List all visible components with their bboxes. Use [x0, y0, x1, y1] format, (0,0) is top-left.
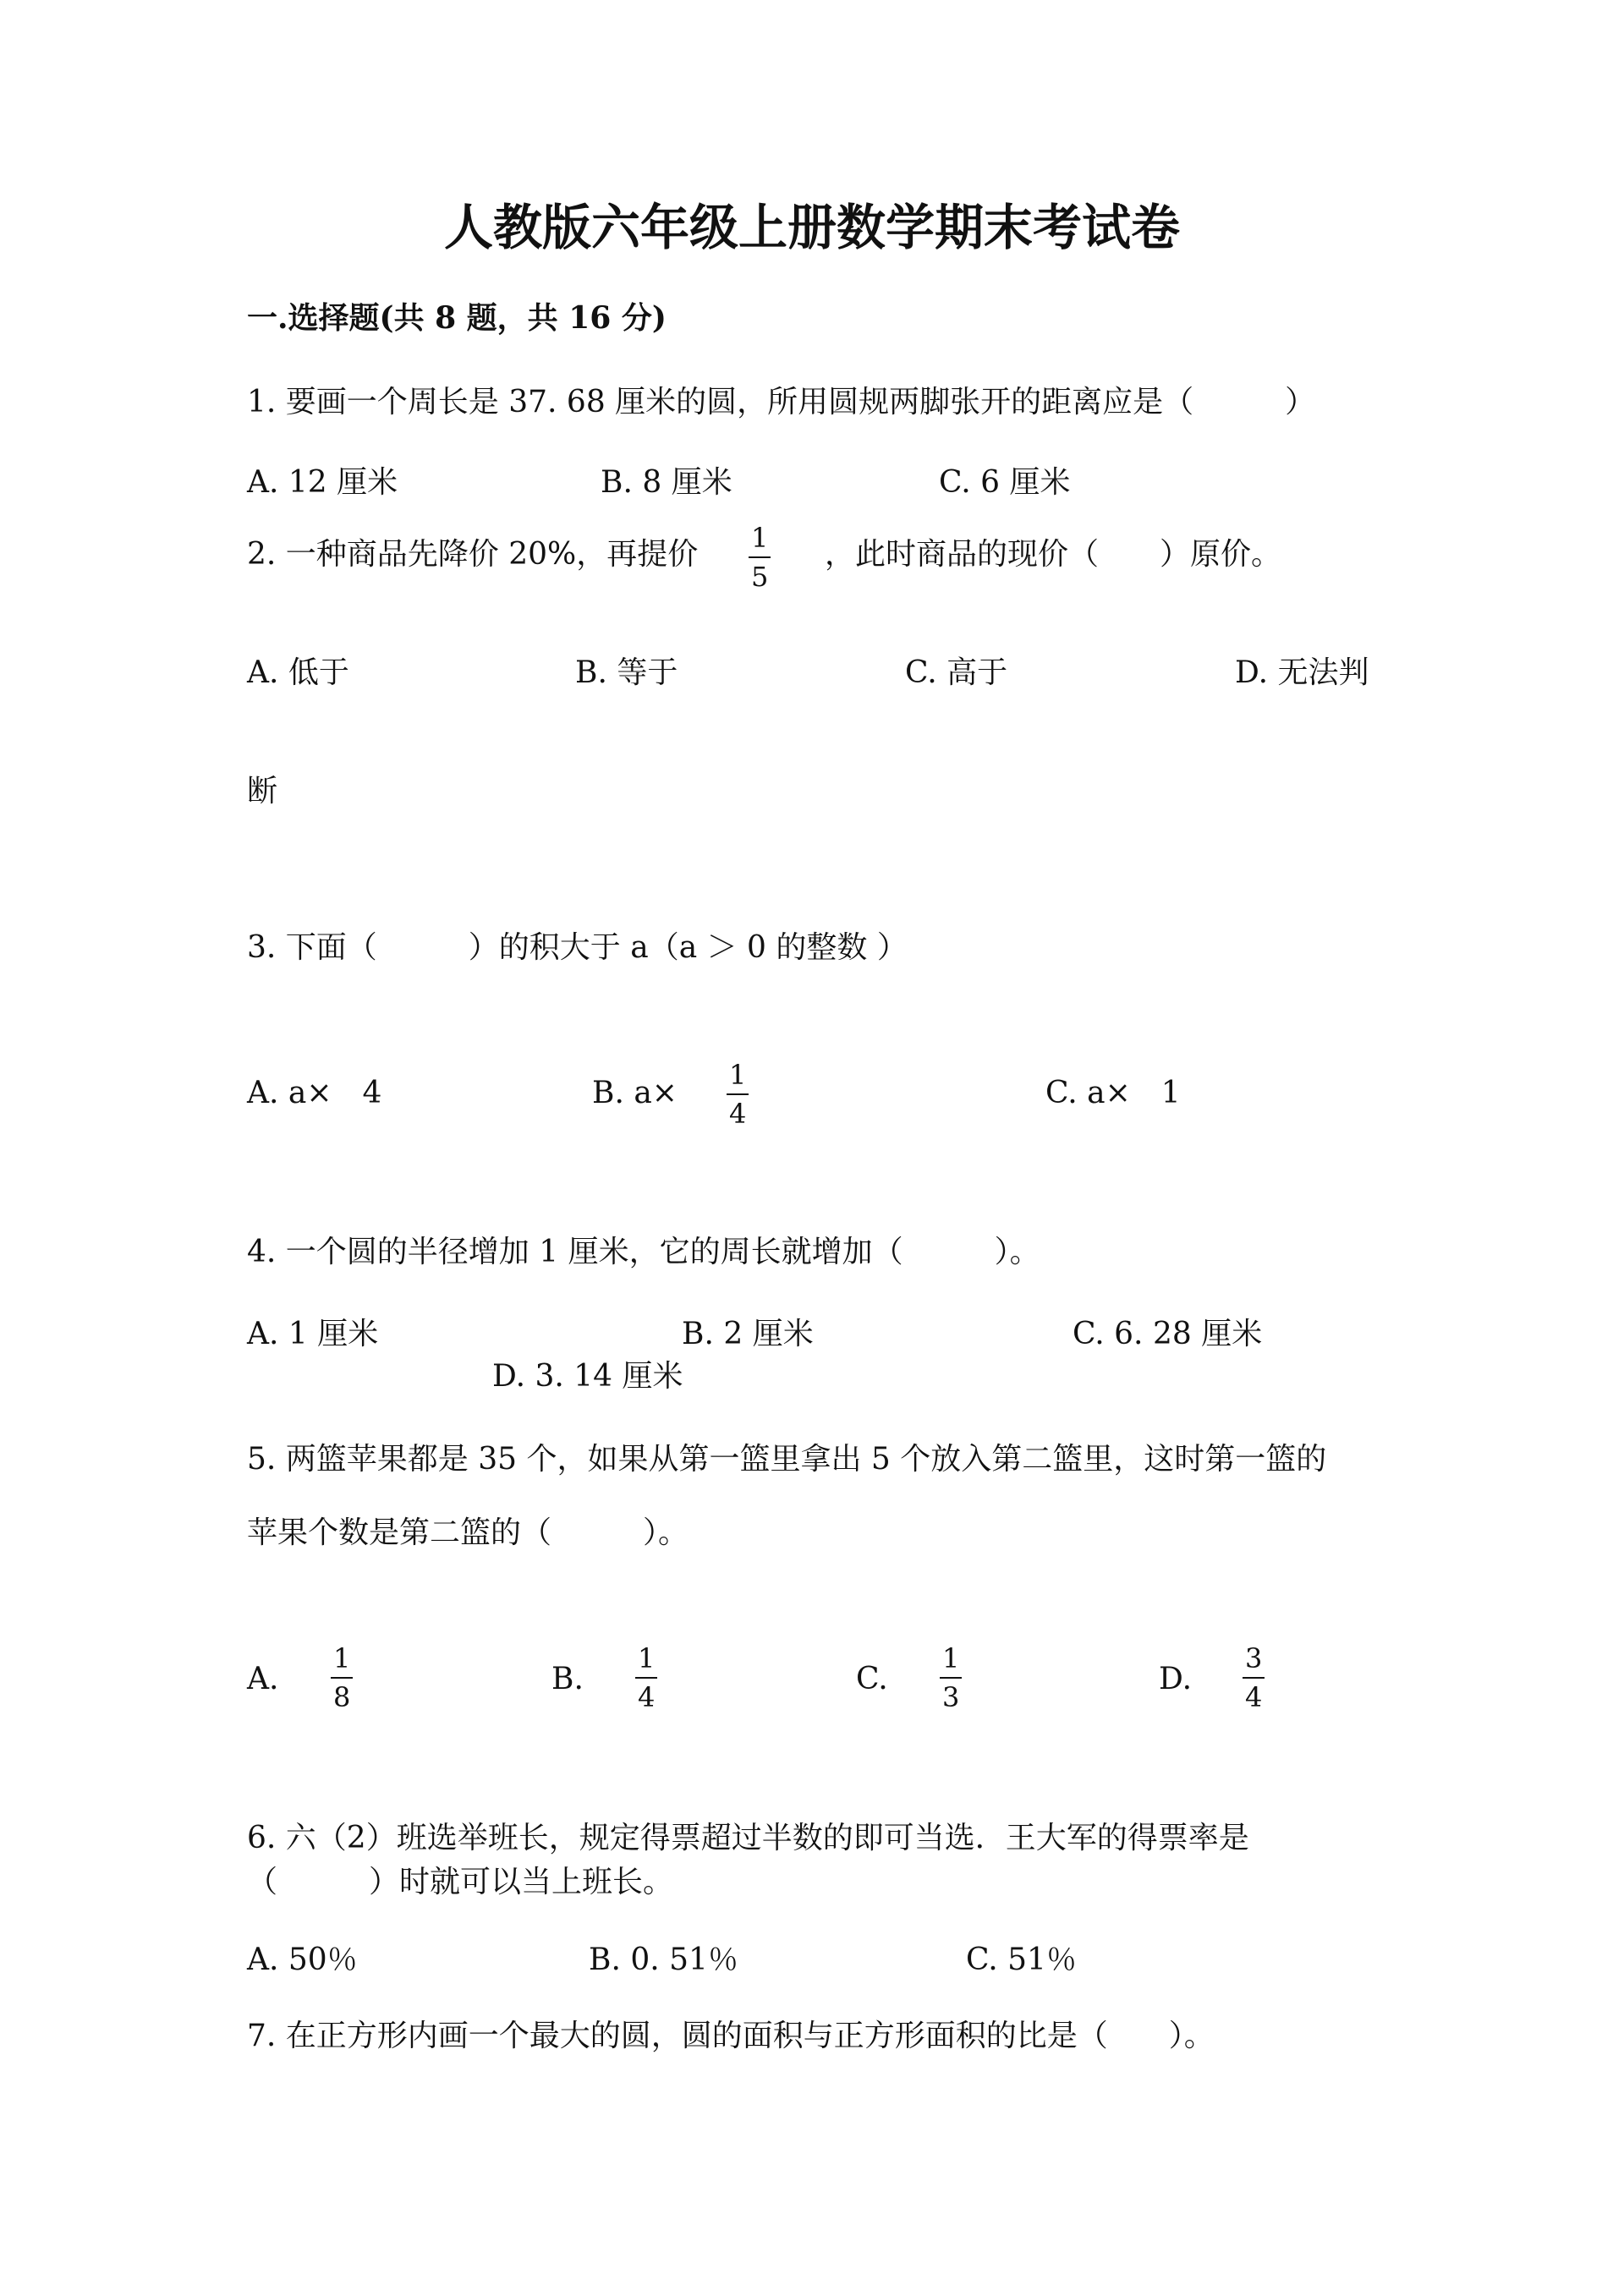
- page-title: 人教版六年级上册数学期末考试卷: [443, 199, 1180, 256]
- question-5-line-1: 5. 两篮苹果都是 35 个，如果从第一篮里拿出 5 个放入第二篮里，这时第一篮的: [247, 1442, 1327, 1477]
- q1-option-c: C. 6 厘米: [939, 465, 1071, 500]
- question-6-line-2: （ ）时就可以当上班长。: [247, 1865, 674, 1899]
- fraction-denominator: 4: [729, 1098, 747, 1130]
- q5-option-b-label: B.: [551, 1662, 584, 1696]
- q3-option-a: A. a× 4: [247, 1076, 382, 1110]
- q5-option-a-label: A.: [247, 1662, 279, 1696]
- q2-option-a: A. 低于: [247, 655, 349, 690]
- fraction-numerator: 1: [942, 1642, 960, 1674]
- fraction-denominator: 8: [333, 1681, 351, 1713]
- fraction-denominator: 4: [1245, 1681, 1263, 1713]
- q4-option-b: B. 2 厘米: [682, 1317, 814, 1351]
- section-heading: 一.选择题(共 8 题，共 16 分): [247, 300, 667, 336]
- q2-option-b: B. 等于: [575, 655, 678, 690]
- q1-option-a: A. 12 厘米: [247, 465, 398, 500]
- q5-option-c-label: C.: [856, 1662, 888, 1696]
- q2-option-d: D. 无法判: [1235, 655, 1369, 690]
- q2-fraction: [748, 522, 771, 593]
- q3-option-c: C. a× 1: [1045, 1076, 1181, 1110]
- q6-option-b: B. 0. 51％: [589, 1943, 738, 1977]
- q4-option-c: C. 6. 28 厘米: [1073, 1317, 1263, 1351]
- fraction-numerator: 1: [333, 1642, 351, 1674]
- fraction-denominator: 5: [751, 561, 769, 593]
- q6-option-c: C. 51％: [966, 1943, 1077, 1977]
- question-1-text: 1. 要画一个周长是 37. 68 厘米的圆，所用圆规两脚张开的距离应是（ ）: [247, 385, 1316, 419]
- fraction-numerator: 1: [751, 522, 769, 554]
- q5-option-b-fraction: [634, 1642, 658, 1713]
- fraction-denominator: 3: [942, 1681, 960, 1713]
- q5-option-d-fraction: [1242, 1642, 1265, 1713]
- question-3-text: 3. 下面（ ）的积大于 a（a ＞ 0 的整数 ）: [247, 930, 908, 965]
- q4-option-a: A. 1 厘米: [247, 1317, 379, 1351]
- fraction-denominator: 4: [638, 1681, 656, 1713]
- q3-option-b: B. a×: [592, 1076, 678, 1110]
- q1-option-b: B. 8 厘米: [601, 465, 732, 500]
- q5-option-d-label: D.: [1159, 1662, 1193, 1696]
- question-2-text-before: 2. 一种商品先降价 20%，再提价: [247, 537, 699, 572]
- question-5-line-2: 苹果个数是第二篮的（ ）。: [247, 1515, 689, 1550]
- question-4-text: 4. 一个圆的半径增加 1 厘米，它的周长就增加（ ）。: [247, 1235, 1040, 1269]
- q5-option-a-fraction: [330, 1642, 354, 1713]
- q4-option-d: D. 3. 14 厘米: [492, 1359, 683, 1394]
- fraction-numerator: 3: [1245, 1642, 1263, 1674]
- q6-option-a: A. 50％: [247, 1943, 358, 1977]
- q3-option-b-fraction: [726, 1059, 749, 1130]
- question-2-text-after: ，此时商品的现价（ ）原价。: [825, 537, 1282, 572]
- fraction-numerator: 1: [638, 1642, 656, 1674]
- q5-option-c-fraction: [939, 1642, 963, 1713]
- q2-option-d-wrap: 断: [247, 774, 278, 808]
- question-6-line-1: 6. 六（2）班选举班长，规定得票超过半数的即可当选．王大军的得票率是: [247, 1821, 1249, 1855]
- question-7-text: 7. 在正方形内画一个最大的圆，圆的面积与正方形面积的比是（ ）。: [247, 2019, 1215, 2053]
- q2-option-c: C. 高于: [905, 655, 1008, 690]
- fraction-numerator: 1: [729, 1059, 747, 1091]
